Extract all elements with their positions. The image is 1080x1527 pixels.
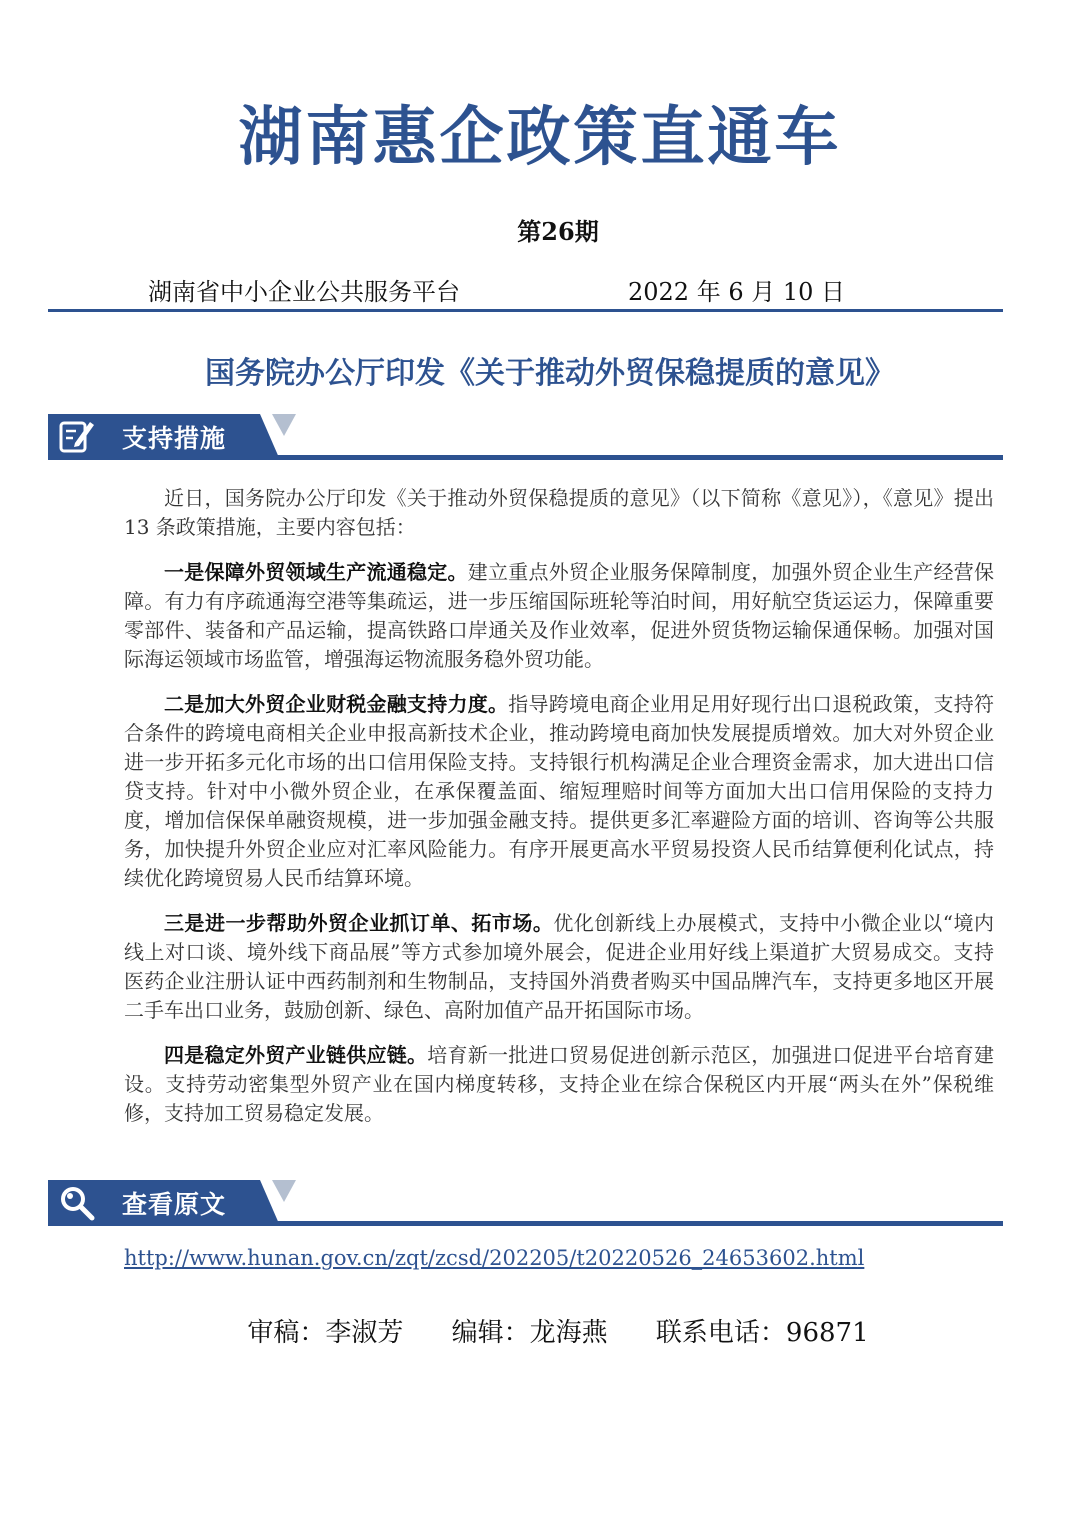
section-label: 查看原文 xyxy=(122,1190,227,1219)
section-header-source xyxy=(48,1180,1003,1226)
magnifier-icon xyxy=(56,1182,96,1222)
paragraph-lead: 三是进一步帮助外贸企业抓订单、拓市场。 xyxy=(164,911,554,935)
publisher-name: 湖南省中小企业公共服务平台 xyxy=(148,278,460,306)
article-title: 国务院办公厅印发《关于推动外贸保稳提质的意见》 xyxy=(205,356,895,391)
header-divider xyxy=(48,309,1003,312)
paragraph-intro xyxy=(124,484,994,542)
section-underline xyxy=(48,455,1003,460)
paragraph-text: 建立重点外贸企业服务保障制度，加强外贸企业生产经营保障。有力有序疏通海空港等集疏运，进一步压缩国际班轮等泊时间，用好航空货运运力，保障重要零部件、装备和产品运输，提高铁路口岸通关及作业效率，促进外贸货物运输保通保畅。加强对国际海运领域市场监管，增强海运物流服务稳外贸功能。 xyxy=(124,560,994,671)
source-link[interactable]: http://www.hunan.gov.cn/zqt/zcsd/202205/t20220526_24653602.html xyxy=(124,1246,865,1270)
paragraph-measure-2 xyxy=(124,690,994,893)
section-underline xyxy=(48,1221,1003,1226)
section-triangle-decoration xyxy=(272,414,296,436)
paragraph-text: 近日，国务院办公厅印发《关于推动外贸保稳提质的意见》（以下简称《意见》），《意见》提出 13 条政策措施，主要内容包括： xyxy=(124,486,994,539)
section-header-support xyxy=(48,414,1003,460)
article-body xyxy=(124,484,994,1144)
masthead-title: 湖南惠企政策直通车 xyxy=(238,100,842,175)
paragraph-measure-4 xyxy=(124,1041,994,1128)
paragraph-measure-1 xyxy=(124,558,994,674)
reviewer-credit: 审稿：李淑芳 xyxy=(247,1318,404,1348)
paragraph-text: 培育新一批进口贸易促进创新示范区，加强进口促进平台培育建设。支持劳动密集型外贸产业在国内梯度转移，支持企业在综合保税区内开展“两头在外”保税维修，支持加工贸易稳定发展。 xyxy=(124,1043,994,1125)
paragraph-lead: 一是保障外贸领域生产流通稳定。 xyxy=(164,560,468,584)
issue-number: 第26期 xyxy=(517,217,599,246)
paragraph-text: 优化创新线上办展模式，支持中小微企业以“境内线上对口谈、境外线下商品展”等方式参加境外展会，促进企业用好线上渠道扩大贸易成交。支持医药企业注册认证中西药制剂和生物制品，支持国外消费者购买中国品牌汽车，支持更多地区开展二手车出口业务，鼓励创新、绿色、高附加值产品开拓国际市场。 xyxy=(124,911,994,1022)
contact-phone: 联系电话：96871 xyxy=(655,1318,869,1348)
paragraph-lead: 四是稳定外贸产业链供应链。 xyxy=(164,1043,428,1067)
section-triangle-decoration xyxy=(272,1180,296,1202)
paragraph-lead: 二是加大外贸企业财税金融支持力度。 xyxy=(164,692,509,716)
edit-checklist-icon xyxy=(56,416,96,456)
paragraph-text: 指导跨境电商企业用足用好现行出口退税政策，支持符合条件的跨境电商相关企业申报高新技术企业，推动跨境电商加快发展提质增效。加大对外贸企业进一步开拓多元化市场的出口信用保险支持。支持银行机构满足企业合理资金需求，加大进出口信贷支持。针对中小微外贸企业，在承保覆盖面、缩短理赔时间等方面加大出口信用保险的支持力度，增加信保保单融资规模，进一步加强金融支持。提供更多汇率避险方面的培训、咨询等公共服务，加快提升外贸企业应对汇率风险能力。有序开展更高水平贸易投资人民币结算便利化试点，持续优化跨境贸易人民币结算环境。 xyxy=(124,692,994,890)
paragraph-measure-3 xyxy=(124,909,994,1025)
footer-credits xyxy=(0,1312,1080,1349)
publish-date: 2022 年 6 月 10 日 xyxy=(628,278,846,306)
section-label: 支持措施 xyxy=(122,424,227,453)
editor-credit: 编辑：龙海燕 xyxy=(451,1318,608,1348)
